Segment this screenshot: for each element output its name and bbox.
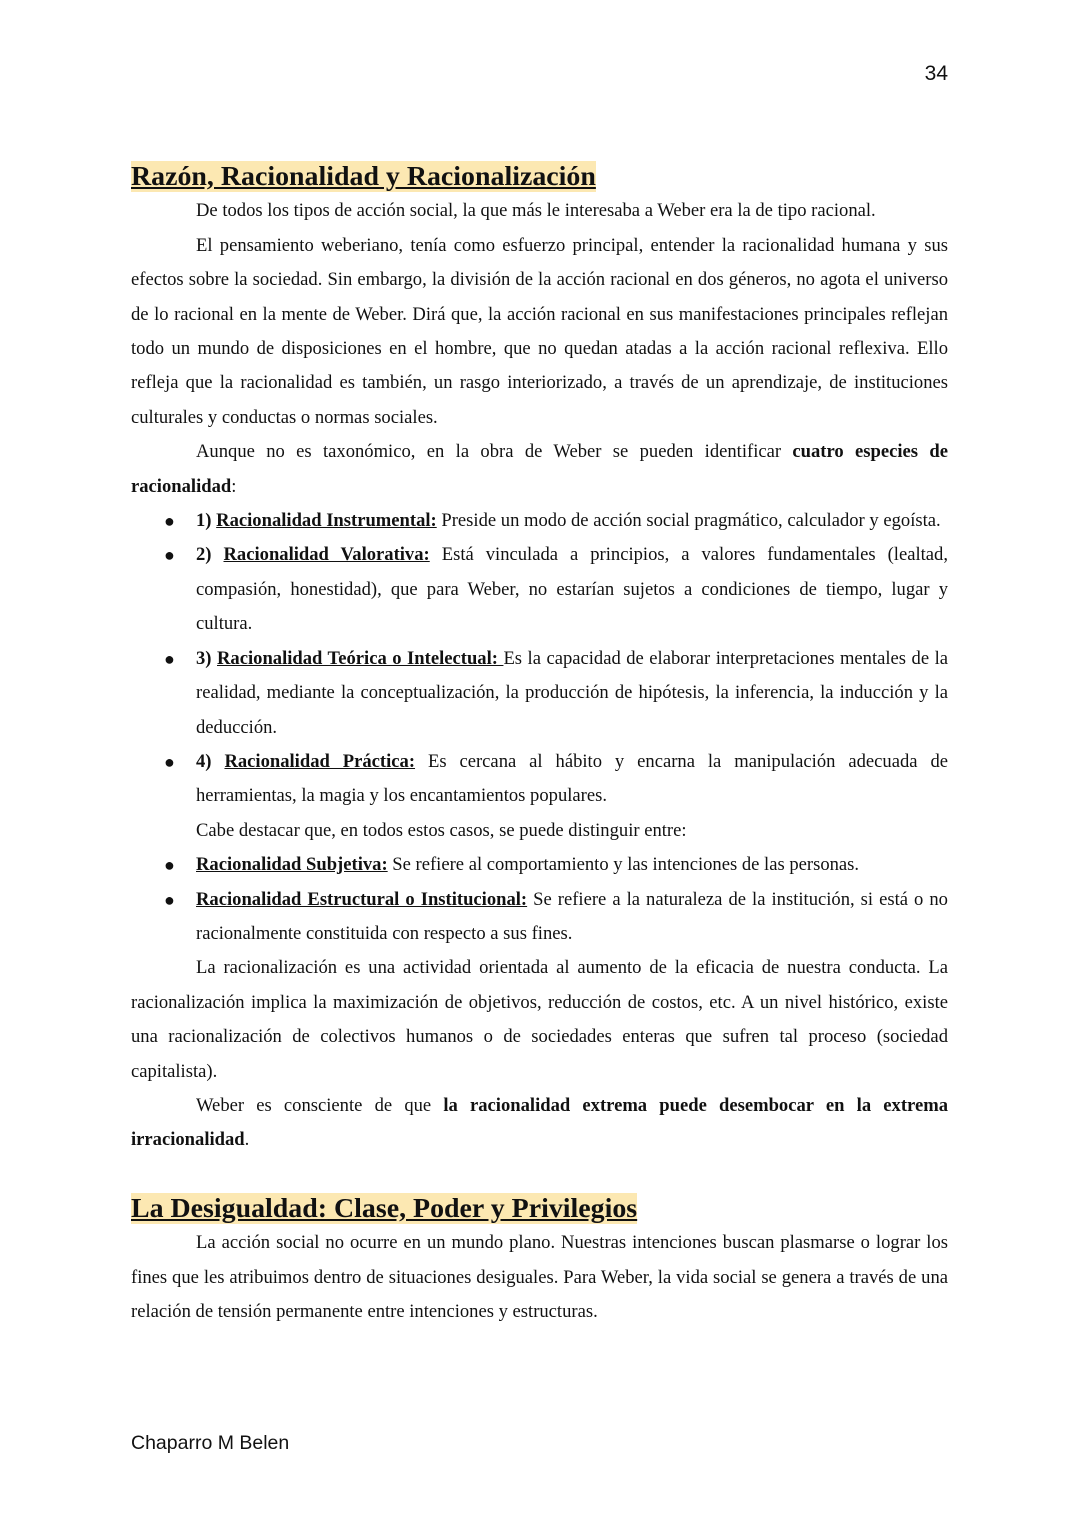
paragraph: De todos los tipos de acción social, la que más le interesaba a Weber era la de tipo racional. [196,200,876,222]
paragraph: El pensamiento weberiano, tenía como esfuerzo principal, entender la racionalidad humana y sus efectos sobre la sociedad. Sin embargo, la división de la acción racional en dos géneros, no agota el universo de lo racional en la mente de Weber. Dirá que, la acción racional en sus manifestaciones principales reflejan todo un mundo de disposiciones en el hombre, que no quedan atadas a la acción racional reflexiva. Ello refleja que la racionalidad es también, un rasgo interiorizado, a través de un aprendizaje, de instituciones culturales y conductas o normas sociales. [131,234,948,428]
species-list [131,504,948,814]
paragraph: Aunque no es taxonómico, en la obra de Weber se pueden identificar cuatro especies de racionalidad: [131,441,948,497]
bullet-icon: ● [164,751,175,772]
paragraph: Weber es consciente de que la racionalidad extrema puede desembocar en la extrema irracionalidad. [131,1094,949,1151]
list-item: ● Racionalidad Subjetiva: Se refiere al comportamiento y las intenciones de las personas. [131,848,948,882]
bullet-icon: ● [164,511,175,532]
types-list [131,848,948,951]
section-heading-racionalidad: Razón, Racionalidad y Racionalización [131,161,596,192]
bullet-icon: ● [164,889,175,910]
bullet-icon: ● [164,855,175,876]
list-item: ● 3) Racionalidad Teórica o Intelectual: Es la capacidad de elaborar interpretaciones mentales de la realidad, mediante la conceptualización, la producción de hipótesis, la inferencia, la inducción y la deducción. [131,642,948,745]
list-item: ● Racionalidad Estructural o Institucional: Se refiere a la naturaleza de la institución, si está o no racionalmente constituida con respecto a sus fines. [131,883,948,952]
list-item: ● 1) Racionalidad Instrumental: Preside un modo de acción social pragmático, calculador y egoísta. [131,504,948,538]
paragraph: Cabe destacar que, en todos estos casos, se puede distinguir entre: [196,819,687,841]
page-content [131,160,948,1329]
section-heading-desigualdad: La Desigualdad: Clase, Poder y Privilegios [131,1192,638,1224]
footer-author: Chaparro M Belen [131,1432,290,1454]
list-item: ● 4) Racionalidad Práctica: Es cercana al hábito y encarna la manipulación adecuada de herramientas, la magia y los encantamientos populares. [131,745,948,814]
paragraph: La acción social no ocurre en un mundo plano. Nuestras intenciones buscan plasmarse o lograr los fines que les atribuimos dentro de situaciones desiguales. Para Weber, la vida social se genera a través de una relación de tensión permanente entre intenciones y estructuras. [131,1232,948,1322]
list-item: ● 2) Racionalidad Valorativa: Está vinculada a principios, a valores fundamentales (lealtad, compasión, honestidad), que para Weber, no estarían sujetos a condiciones de tiempo, lugar y cultura. [131,538,948,641]
bullet-icon: ● [164,545,175,566]
page-number: 34 [924,62,948,85]
bullet-icon: ● [164,648,175,669]
paragraph: La racionalización es una actividad orientada al aumento de la eficacia de nuestra conducta. La racionalización implica la maximización de objetivos, reducción de costos, etc. A un nivel histórico, existe una racionalización de colectivos humanos o de sociedades enteras que sufren tal proceso (sociedad capitalista). [131,957,948,1082]
